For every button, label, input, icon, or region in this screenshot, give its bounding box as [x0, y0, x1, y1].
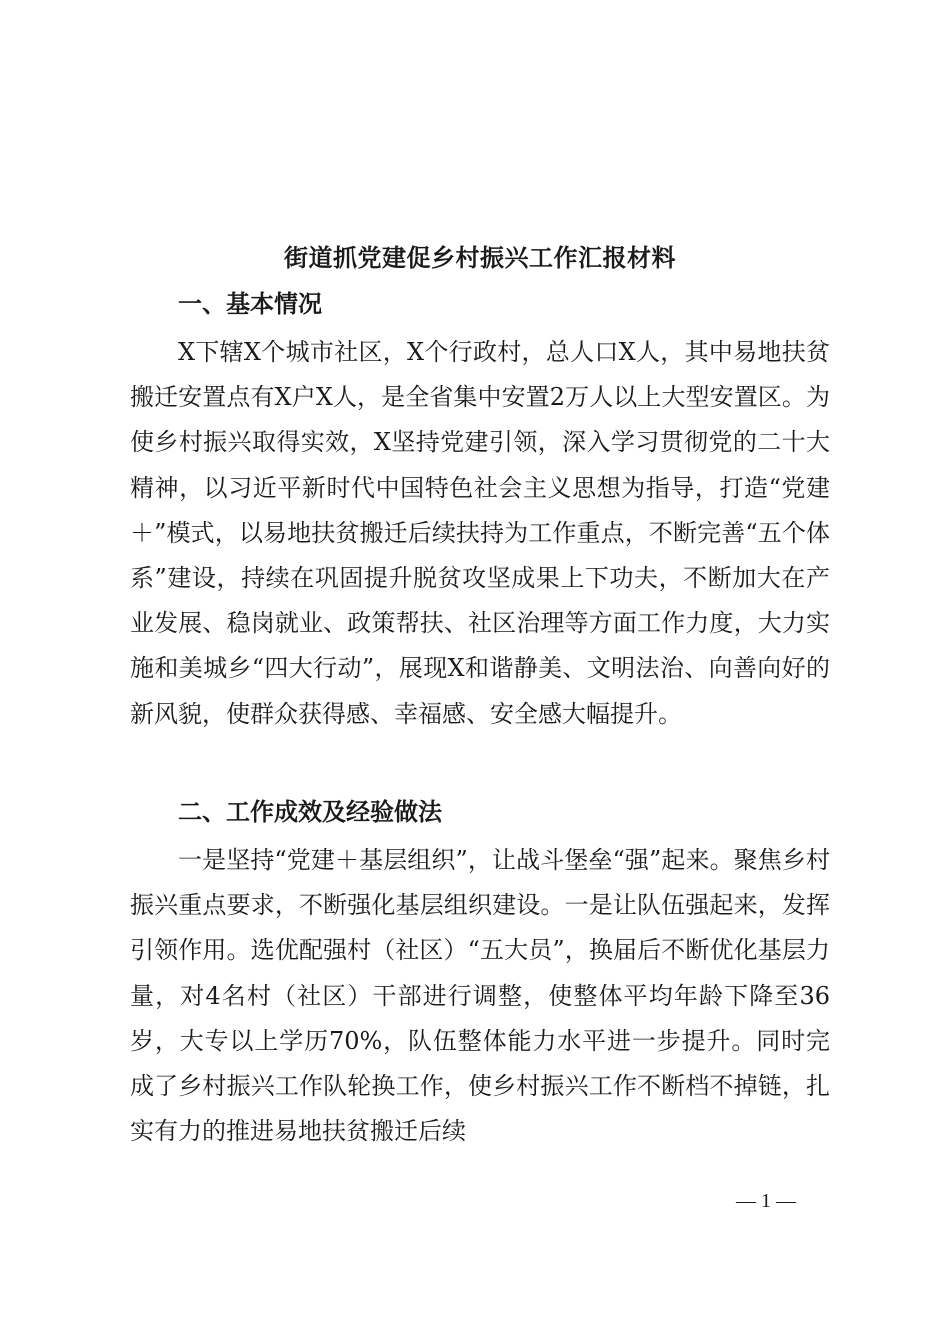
- page-number: — 1 —: [736, 1190, 796, 1212]
- section-heading-basic-situation: 一、基本情况: [178, 290, 322, 318]
- section-heading-work-results: 二、工作成效及经验做法: [178, 798, 442, 826]
- document-title: 街道抓党建促乡村振兴工作汇报材料: [284, 243, 676, 272]
- section-paragraph-work-results: 一是坚持“党建＋基层组织”，让战斗堡垒“强”起来。聚焦乡村振兴重点要求，不断强化基层组织建设。一是让队伍强起来，发挥引领作用。选优配强村（社区）“五大员”，换届后不断优化基层力量，对4名村（社区）干部进行调整，使整体平均年龄下降至36岁，大专以上学历70%，队伍整体能力水平进一步提升。同时完成了乡村振兴工作队轮换工作，使乡村振兴工作不断档不掉链，扎实有力的推进易地扶贫搬迁后续: [130, 846, 830, 1146]
- section-paragraph-basic-situation: X下辖X个城市社区，X个行政村，总人口X人，其中易地扶贫搬迁安置点有X户X人，是全省集中安置2万人以上大型安置区。为使乡村振兴取得实效，X坚持党建引领，深入学习贯彻党的二十大精神，以习近平新时代中国特色社会主义思想为指导，打造“党建＋”模式，以易地扶贫搬迁后续扶持为工作重点，不断完善“五个体系”建设，持续在巩固提升脱贫攻坚成果上下功夫，不断加大在产业发展、稳岗就业、政策帮扶、社区治理等方面工作力度，大力实施和美城乡“四大行动”，展现X和谐静美、文明法治、向善向好的新风貌，使群众获得感、幸福感、安全感大幅提升。: [130, 338, 830, 728]
